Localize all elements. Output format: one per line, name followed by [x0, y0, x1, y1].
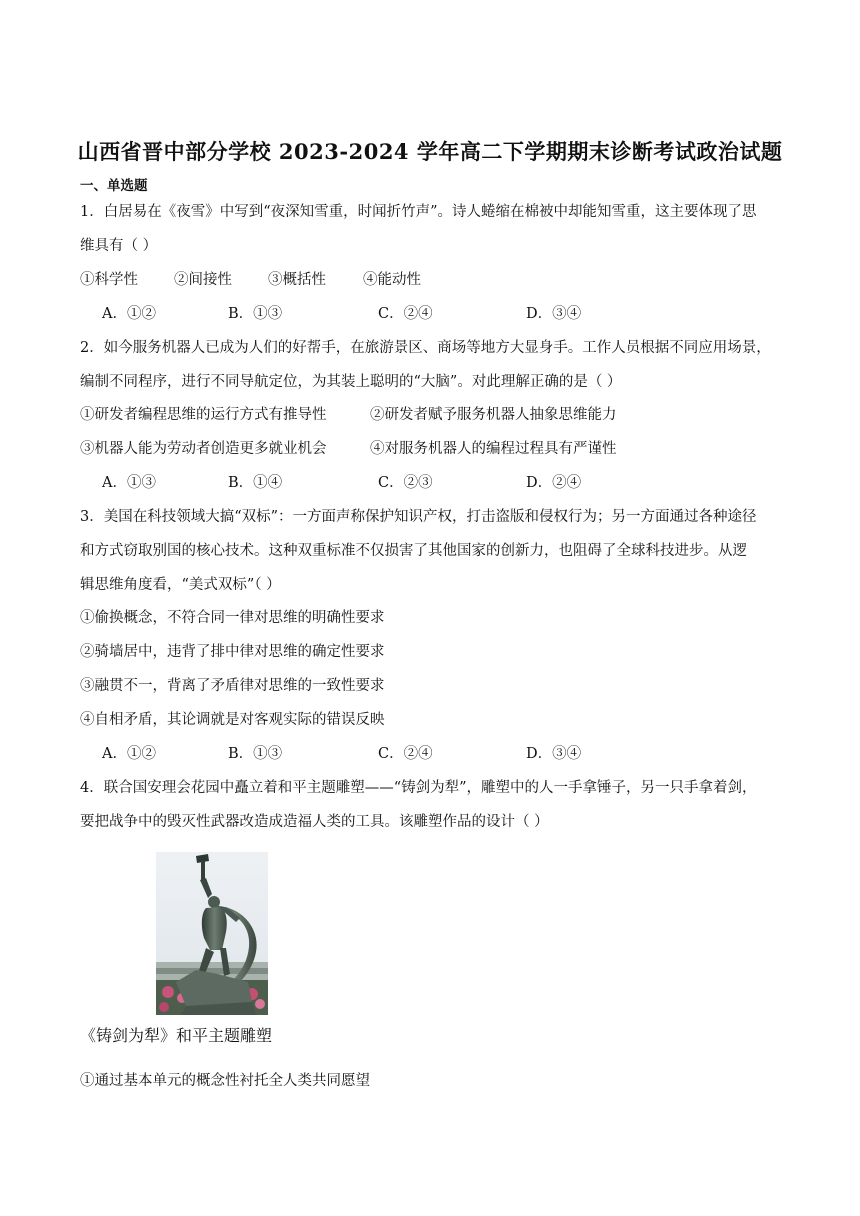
q4-stem-line1: 4．联合国安理会花园中矗立着和平主题雕塑——“铸剑为犁”，雕塑中的人一手拿锤子，另一只手拿着剑，: [80, 780, 757, 796]
q1-choice-c[interactable]: C．②④: [378, 306, 433, 322]
q2-stem-line1: 2．如今服务机器人已成为人们的好帮手，在旅游景区、商场等地方大显身手。工作人员根据不同应用场景，: [80, 340, 771, 356]
q1-choice-a[interactable]: A．①②: [102, 306, 156, 322]
q1-choice-d[interactable]: D．③④: [526, 306, 582, 322]
q3-option-1: ①偷换概念，不符合同一律对思维的明确性要求: [80, 610, 385, 626]
q1-options: [80, 270, 421, 290]
page-title: 山西省晋中部分学校 2023-2024 学年高二下学期期末诊断考试政治试题: [77, 139, 783, 164]
q2-choice-b[interactable]: B．①④: [228, 475, 283, 491]
q1-stem-line2: 维具有（ ）: [80, 238, 158, 254]
q4-stem-line2: 要把战争中的毁灭性武器改造成造福人类的工具。该雕塑作品的设计（ ）: [80, 814, 549, 830]
q1-option-3: ③概括性: [268, 272, 326, 288]
q3-option-3: ③融贯不一，背离了矛盾律对思维的一致性要求: [80, 678, 385, 694]
q2-options-row1: [80, 405, 617, 425]
q3-choice-b[interactable]: B．①③: [228, 746, 283, 762]
q2-stem-line2: 编制不同程序，进行不同导航定位，为其装上聪明的“大脑”。对此理解正确的是（ ）: [80, 374, 622, 390]
q1-choice-b[interactable]: B．①③: [228, 306, 283, 322]
q3-stem-line2: 和方式窃取别国的核心技术。这种双重标准不仅损害了其他国家的创新力，也阻碍了全球科技进步。从逻: [80, 543, 747, 559]
q2-option-4: ④对服务机器人的编程过程具有严谨性: [370, 441, 617, 457]
q2-options-row2: [80, 439, 617, 459]
photo-caption: 《铸剑为犁》和平主题雕塑: [80, 1026, 273, 1045]
q3-choice-c[interactable]: C．②④: [378, 746, 433, 762]
q3-stem-line1: 3．美国在科技领域大搞“双标”：一方面声称保护知识产权，打击盗版和侵权行为；另一方面通过各种途径: [80, 509, 757, 525]
q2-choice-c[interactable]: C．②③: [378, 475, 433, 491]
q2-option-3: ③机器人能为劳动者创造更多就业机会: [80, 441, 327, 457]
q3-choice-a[interactable]: A．①②: [102, 746, 156, 762]
q2-choice-a[interactable]: A．①③: [102, 475, 156, 491]
q2-option-2: ②研发者赋予服务机器人抽象思维能力: [370, 407, 617, 423]
q3-option-4: ④自相矛盾，其论调就是对客观实际的错误反映: [80, 712, 385, 728]
q1-option-2: ②间接性: [174, 272, 232, 288]
sculpture-photo: [156, 852, 268, 1015]
q4-option-1: ①通过基本单元的概念性衬托全人类共同愿望: [80, 1073, 370, 1089]
q1-option-4: ④能动性: [363, 272, 421, 288]
q2-option-1: ①研发者编程思维的运行方式有推导性: [80, 407, 327, 423]
q3-option-2: ②骑墙居中，违背了排中律对思维的确定性要求: [80, 644, 385, 660]
q3-choice-d[interactable]: D．③④: [526, 746, 582, 762]
q1-stem-line1: 1．白居易在《夜雪》中写到“夜深知雪重，时闻折竹声”。诗人蜷缩在棉被中却能知雪重，这主要体现了思: [80, 204, 757, 220]
q2-choice-d[interactable]: D．②④: [526, 475, 582, 491]
q3-stem-line3: 辑思维角度看，“美式双标”（ ）: [80, 577, 281, 593]
section-heading: 一、单选题: [80, 178, 148, 194]
q1-option-1: ①科学性: [80, 272, 138, 288]
